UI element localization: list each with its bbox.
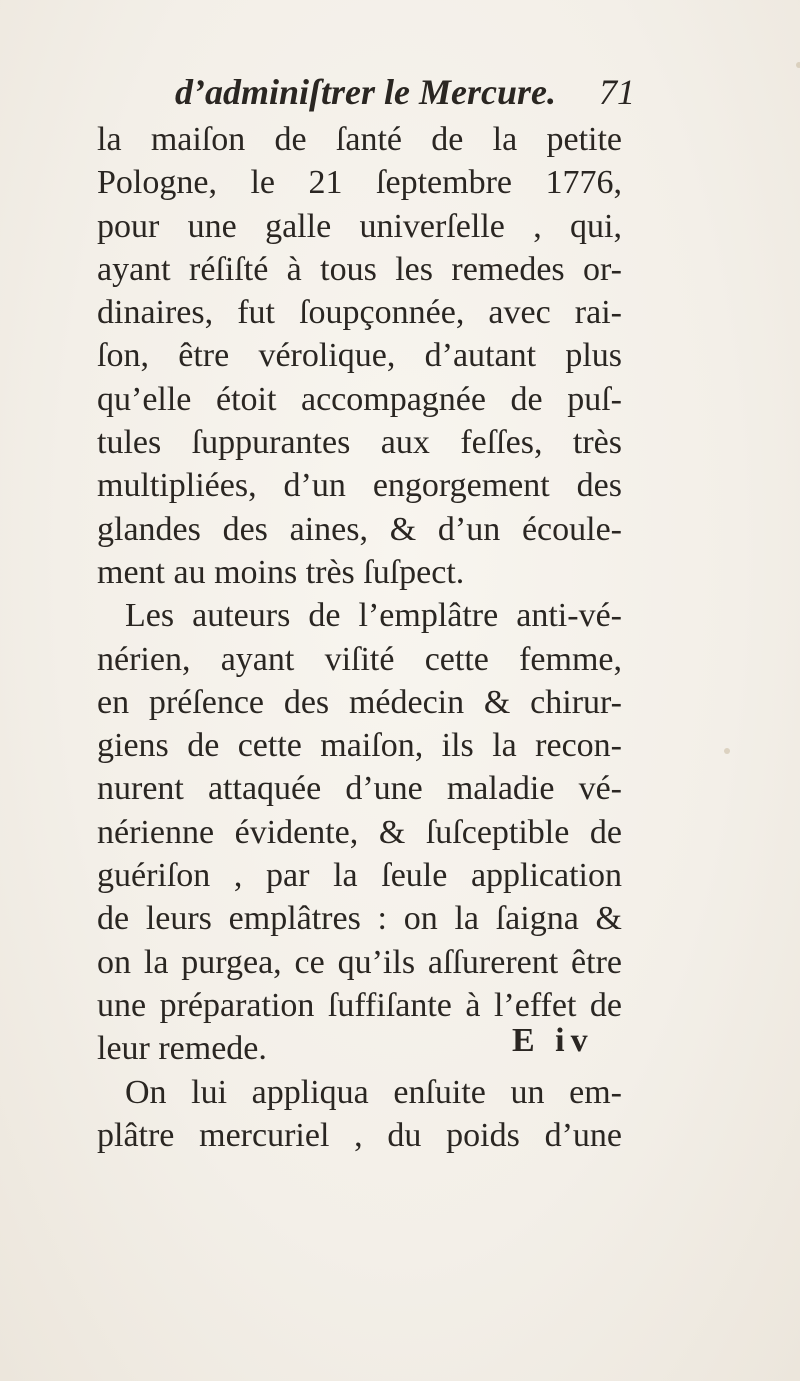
text-line: ſon, être vérolique, d’autant plus xyxy=(97,337,622,375)
paragraph-start: Les auteurs de l’emplâtre anti-vé- xyxy=(125,597,622,635)
text-line: qu’elle étoit accompagnée de puſ- xyxy=(97,380,622,418)
text-line: dinaires, fut ſoupçonnée, avec rai- xyxy=(97,294,622,332)
text-line: en préſence des médecin & chirur- xyxy=(97,683,622,721)
body-text xyxy=(97,118,622,1157)
text-line: une préparation ſuffiſante à l’effet de xyxy=(97,986,622,1024)
text-line: pour une galle univerſelle , qui, xyxy=(97,207,622,245)
running-title: d’adminiſtrer le Mercure. xyxy=(175,72,556,112)
text-line: nurent attaquée d’une maladie vé- xyxy=(97,770,622,808)
text-line: tules ſuppurantes aux feſſes, très xyxy=(97,424,622,462)
text-line: de leurs emplâtres : on la ſaigna & xyxy=(97,900,622,938)
text-line: multipliées, d’un engorgement des xyxy=(97,467,622,505)
text-line: nérienne évidente, & ſuſceptible de xyxy=(97,813,622,851)
text-line: guériſon , par la ſeule application xyxy=(97,857,622,895)
text-line: leur remede. xyxy=(97,1030,267,1068)
text-line: plâtre mercuriel , du poids d’une xyxy=(97,1116,622,1154)
page-number: 71 xyxy=(599,72,635,112)
text-line: ayant réſiſté à tous les remedes or- xyxy=(97,250,622,288)
catchword-signature: E iv xyxy=(512,1022,594,1059)
text-line: on la purgea, ce qu’ils aſſurerent être xyxy=(97,943,622,981)
text-line: Pologne, le 21 ſeptembre 1776, xyxy=(97,164,622,202)
paragraph-start: On lui appliqua enſuite un em- xyxy=(125,1073,622,1111)
text-line: nérien, ayant viſité cette femme, xyxy=(97,640,622,678)
running-header xyxy=(175,66,635,118)
ink-stain xyxy=(796,62,800,68)
text-line: ment au moins très ſuſpect. xyxy=(97,553,465,591)
text-line: la maiſon de ſanté de la petite xyxy=(97,121,622,158)
ink-stain xyxy=(724,748,730,754)
text-line: glandes des aines, & d’un écoule- xyxy=(97,510,622,548)
text-line: giens de cette maiſon, ils la recon- xyxy=(97,727,622,765)
